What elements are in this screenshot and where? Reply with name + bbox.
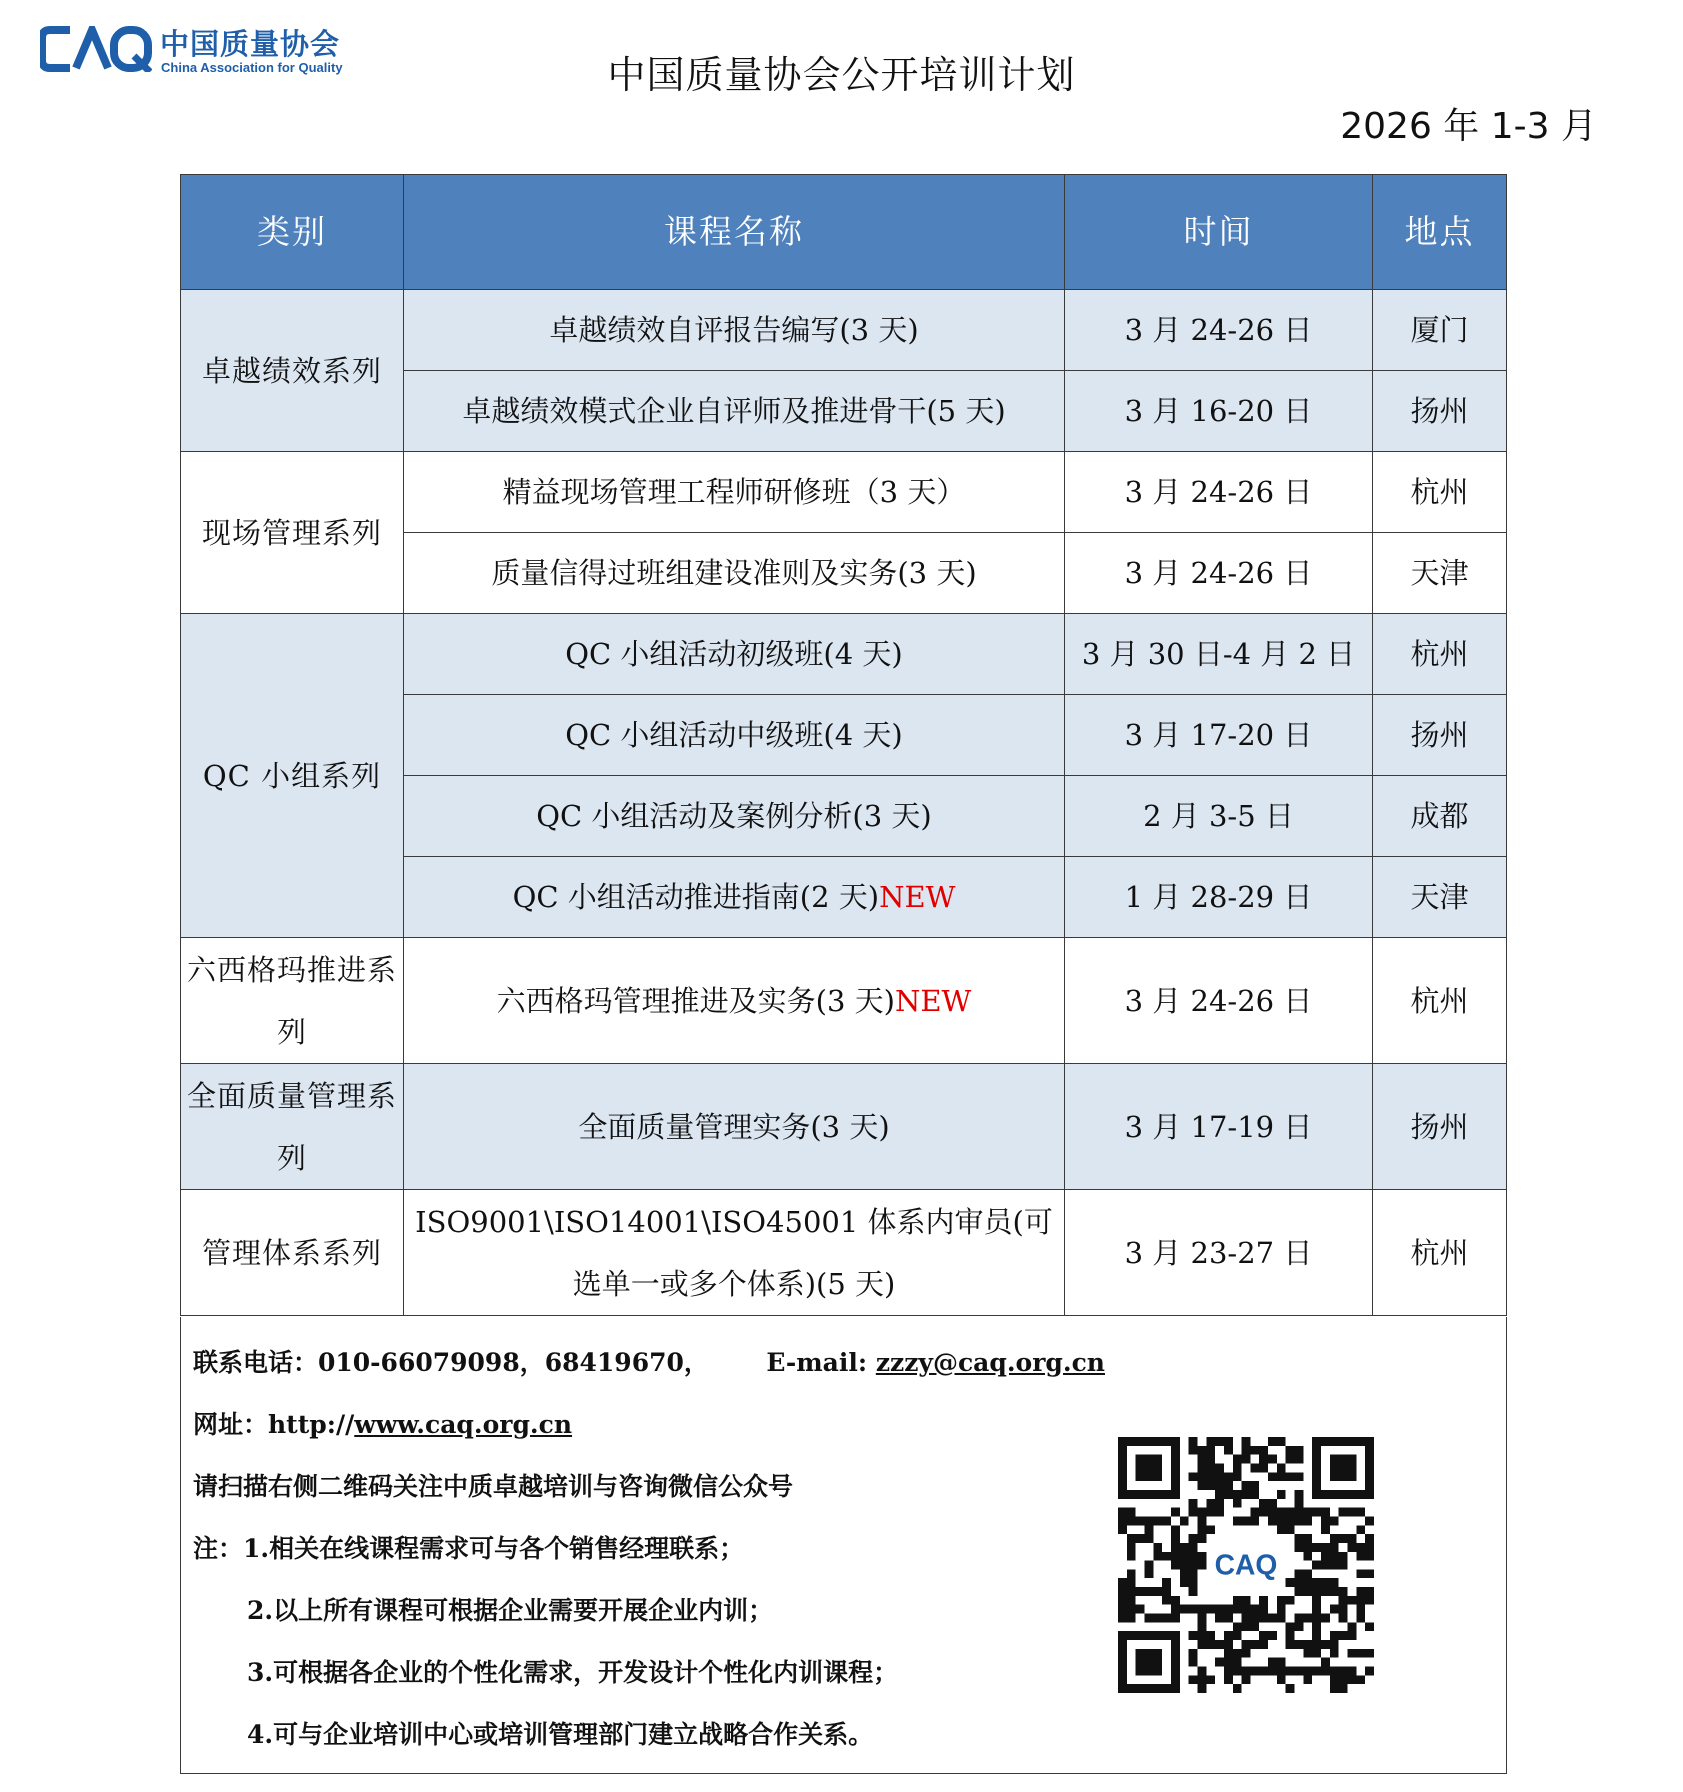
time-cell: 3 月 24-26 日 (1065, 938, 1373, 1064)
place-cell: 天津 (1373, 857, 1507, 938)
document-title: 中国质量协会公开培训计划 (607, 53, 1076, 97)
note-item: 2.以上所有课程可根据企业需要开展企业内训； (247, 1596, 774, 1625)
note-item: 注：1.相关在线课程需求可与各个销售经理联系； (193, 1534, 745, 1563)
course-cell (404, 938, 1065, 1064)
course-name: 六西格玛管理推进及实务(3 天) (496, 983, 895, 1018)
table-row (181, 614, 1507, 695)
time-cell: 3 月 16-20 日 (1065, 371, 1373, 452)
header-time: 时间 (1065, 175, 1373, 290)
course-name: 精益现场管理工程师研修班（3 天） (502, 475, 966, 509)
category-cell: 管理体系系列 (181, 1190, 404, 1316)
course-name: 卓越绩效自评报告编写(3 天) (549, 313, 919, 347)
website-line (193, 1405, 572, 1441)
course-cell (404, 452, 1065, 533)
table-row (181, 1190, 1507, 1316)
course-cell (404, 776, 1065, 857)
course-cell (404, 533, 1065, 614)
qr-center-logo: CAQ (1214, 1548, 1278, 1581)
place-cell: 杭州 (1373, 614, 1507, 695)
place-cell: 天津 (1373, 533, 1507, 614)
course-name: ISO9001\ISO14001\ISO45001 体系内审员(可选单一或多个体系)(5 天) (415, 1204, 1053, 1301)
time-cell: 3 月 30 日-4 月 2 日 (1065, 614, 1373, 695)
website-link[interactable]: www.caq.org.cn (354, 1410, 573, 1439)
contact-info-box (180, 1317, 1507, 1774)
course-cell (404, 371, 1065, 452)
table-row (181, 938, 1507, 1064)
phone-text: 联系电话：010-66079098，68419670， (193, 1348, 709, 1377)
logo-text-en: China Association for Quality (161, 60, 343, 75)
new-badge: NEW (894, 983, 972, 1018)
course-name: QC 小组活动及案例分析(3 天) (536, 799, 932, 833)
document-period: 2026 年 1-3 月 (1340, 106, 1597, 147)
time-cell: 3 月 24-26 日 (1065, 533, 1373, 614)
training-plan-table (180, 174, 1507, 1316)
time-cell: 1 月 28-29 日 (1065, 857, 1373, 938)
email-label: E-mail: (766, 1348, 868, 1377)
website-label: 网址：http:// (193, 1410, 355, 1439)
table-row (181, 1064, 1507, 1190)
time-cell: 3 月 23-27 日 (1065, 1190, 1373, 1316)
time-cell: 3 月 17-20 日 (1065, 695, 1373, 776)
course-cell (404, 1064, 1065, 1190)
course-name: QC 小组活动推进指南(2 天) (512, 880, 880, 914)
category-cell: 六西格玛推进系列 (181, 938, 404, 1064)
time-cell: 2 月 3-5 日 (1065, 776, 1373, 857)
contact-line (193, 1343, 1105, 1379)
category-cell: 现场管理系列 (181, 452, 404, 614)
place-cell: 厦门 (1373, 290, 1507, 371)
course-cell (404, 695, 1065, 776)
course-name: 全面质量管理实务(3 天) (578, 1109, 890, 1144)
category-cell: 卓越绩效系列 (181, 290, 404, 452)
table-row (181, 290, 1507, 371)
course-name: QC 小组活动中级班(4 天) (565, 718, 903, 752)
course-cell (404, 857, 1065, 938)
new-badge: NEW (879, 880, 956, 914)
course-cell (404, 614, 1065, 695)
time-cell: 3 月 24-26 日 (1065, 452, 1373, 533)
place-cell: 扬州 (1373, 1064, 1507, 1190)
course-name: 卓越绩效模式企业自评师及推进骨干(5 天) (462, 394, 1006, 428)
course-name: 质量信得过班组建设准则及实务(3 天) (491, 556, 977, 590)
time-cell: 3 月 24-26 日 (1065, 290, 1373, 371)
category-cell: 全面质量管理系列 (181, 1064, 404, 1190)
place-cell: 杭州 (1373, 1190, 1507, 1316)
time-cell: 3 月 17-19 日 (1065, 1064, 1373, 1190)
course-name: QC 小组活动初级班(4 天) (565, 637, 903, 671)
course-cell (404, 1190, 1065, 1316)
place-cell: 扬州 (1373, 371, 1507, 452)
table-header-row (181, 175, 1507, 290)
table-row (181, 452, 1507, 533)
wechat-qr-code[interactable] (1118, 1437, 1374, 1693)
header-place: 地点 (1373, 175, 1507, 290)
place-cell: 杭州 (1373, 938, 1507, 1064)
note-item: 4.可与企业培训中心或培训管理部门建立战略合作关系。 (247, 1720, 874, 1749)
header-course: 课程名称 (404, 175, 1065, 290)
place-cell: 扬州 (1373, 695, 1507, 776)
place-cell: 杭州 (1373, 452, 1507, 533)
place-cell: 成都 (1373, 776, 1507, 857)
header-category: 类别 (181, 175, 404, 290)
category-cell: QC 小组系列 (181, 614, 404, 938)
logo-text-cn: 中国质量协会 (160, 27, 341, 61)
wechat-text: 请扫描右侧二维码关注中质卓越培训与咨询微信公众号 (193, 1472, 794, 1501)
course-cell (404, 290, 1065, 371)
note-item: 3.可根据各企业的个性化需求，开发设计个性化内训课程； (247, 1658, 899, 1687)
email-link[interactable]: zzzy@caq.org.cn (875, 1348, 1105, 1377)
